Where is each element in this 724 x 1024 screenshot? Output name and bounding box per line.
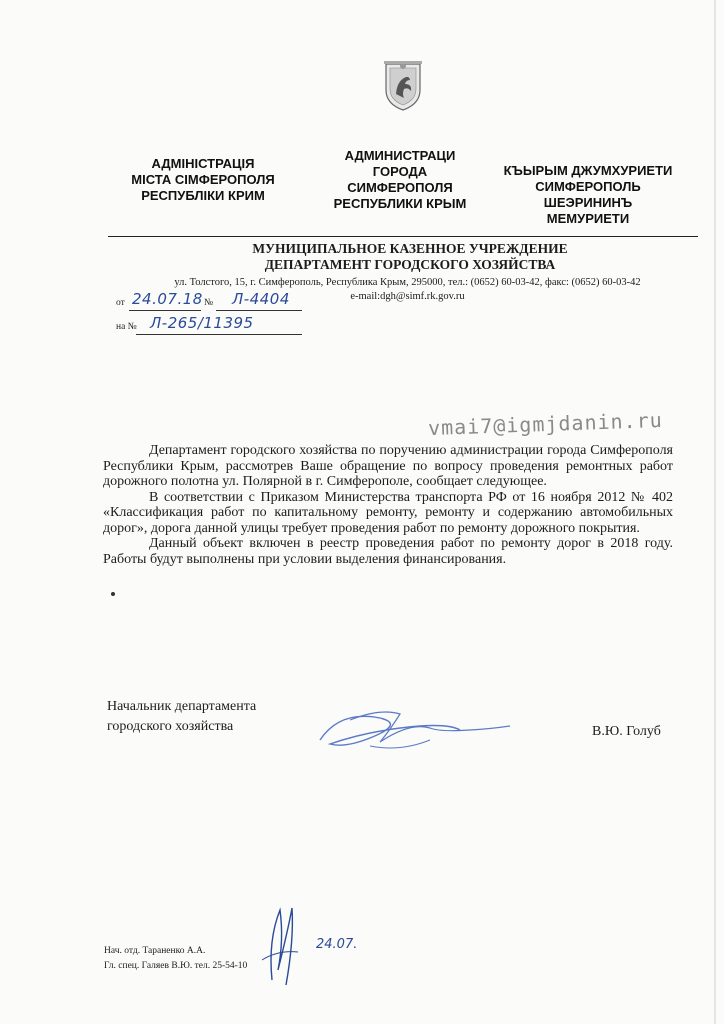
header-tat-line: СИМФЕРОПОЛЬ xyxy=(535,179,641,194)
ref-from-label: от xyxy=(116,298,125,308)
scan-edge xyxy=(714,0,716,1024)
letter-body xyxy=(103,443,673,567)
header-ukrainian xyxy=(108,156,298,204)
header-divider xyxy=(108,236,698,237)
executor-info xyxy=(104,944,247,974)
header-ru-line: АДМИНИСТРАЦИ xyxy=(344,148,456,163)
org-address: ул. Толстого, 15, г. Симферополь, Республика Крым, 295000, тел.: (0652) 60-03-42, факс: (0652) 60-03-42 xyxy=(174,277,641,288)
header-ru-line: СИМФЕРОПОЛЯ xyxy=(347,180,453,195)
org-email: e-mail:dgh@simf.rk.gov.ru xyxy=(350,291,465,302)
header-russian xyxy=(300,148,500,212)
body-paragraph: Департамент городского хозяйства по поручению администрации города Симферополя Республики Крым, рассмотрев Ваше обращение по вопросу проведения ремонтных работ дорожного полотна ул. Полярной в г. Симферополе, сообщает следующее. xyxy=(103,443,673,489)
org-line-1: МУНИЦИПАЛЬНОЕ КАЗЕННОЕ УЧРЕЖДЕНИЕ xyxy=(252,241,568,256)
body-paragraph: Данный объект включен в реестр проведения работ по ремонту дорог в 2018 году. Работы будут выполнены при условии выделения финансирования. xyxy=(103,536,673,567)
signatory-title xyxy=(107,697,256,737)
handwritten-signature xyxy=(310,700,520,760)
executor-line: Нач. отд. Тараненко А.А. xyxy=(104,946,206,956)
handwritten-visa xyxy=(258,900,368,990)
header-tat-line: КЪЫРЫМ ДЖУМХУРИЕТИ xyxy=(503,163,673,178)
signatory-name: В.Ю. Голуб xyxy=(592,724,661,739)
ref-number: Л-4404 xyxy=(232,290,290,308)
executor-line: Гл. спец. Галяев В.Ю. тел. 25-54-10 xyxy=(104,961,248,971)
header-crimean-tatar xyxy=(488,163,688,227)
header-uk-line: МІСТА СІМФЕРОПОЛЯ xyxy=(131,172,275,187)
organization-name xyxy=(200,241,620,273)
header-ru-line: РЕСПУБЛИКИ КРЫМ xyxy=(333,196,467,211)
signatory-title-line: городского хозяйства xyxy=(107,719,234,734)
ref-on-line xyxy=(136,334,302,335)
ref-number-line xyxy=(216,310,302,311)
header-uk-line: РЕСПУБЛІКИ КРИМ xyxy=(141,188,265,203)
crimea-coat-of-arms-icon xyxy=(382,60,424,112)
ref-number-label: № xyxy=(204,298,214,308)
handwritten-email: vmai7@igmjdanin.ru xyxy=(427,407,664,441)
header-tat-line: МЕМУРИЕТИ xyxy=(546,211,630,226)
ink-dot xyxy=(111,592,115,596)
header-tat-line: ШЕЭРИНИНЪ xyxy=(543,195,633,210)
header-uk-line: АДМІНІСТРАЦІЯ xyxy=(151,156,255,171)
visa-date: 24.07. xyxy=(316,937,358,952)
ref-on-number: Л-265/11395 xyxy=(150,314,254,332)
ref-date-line xyxy=(129,310,201,311)
header-ru-line: ГОРОДА xyxy=(372,164,428,179)
org-line-2: ДЕПАРТАМЕНТ ГОРОДСКОГО ХОЗЯЙСТВА xyxy=(264,257,556,272)
ref-date: 24.07.18 xyxy=(132,290,203,308)
signatory-title-line: Начальник департамента xyxy=(107,699,257,714)
body-paragraph: В соответствии с Приказом Министерства транспорта РФ от 16 ноября 2012 № 402 «Классификация работ по капитальному ремонту, ремонту и содержанию автомобильных дорог», дорога данной улицы требует проведения работ по ремонту дорожного покрытия. xyxy=(103,489,673,536)
ref-on-label: на № xyxy=(116,322,137,332)
